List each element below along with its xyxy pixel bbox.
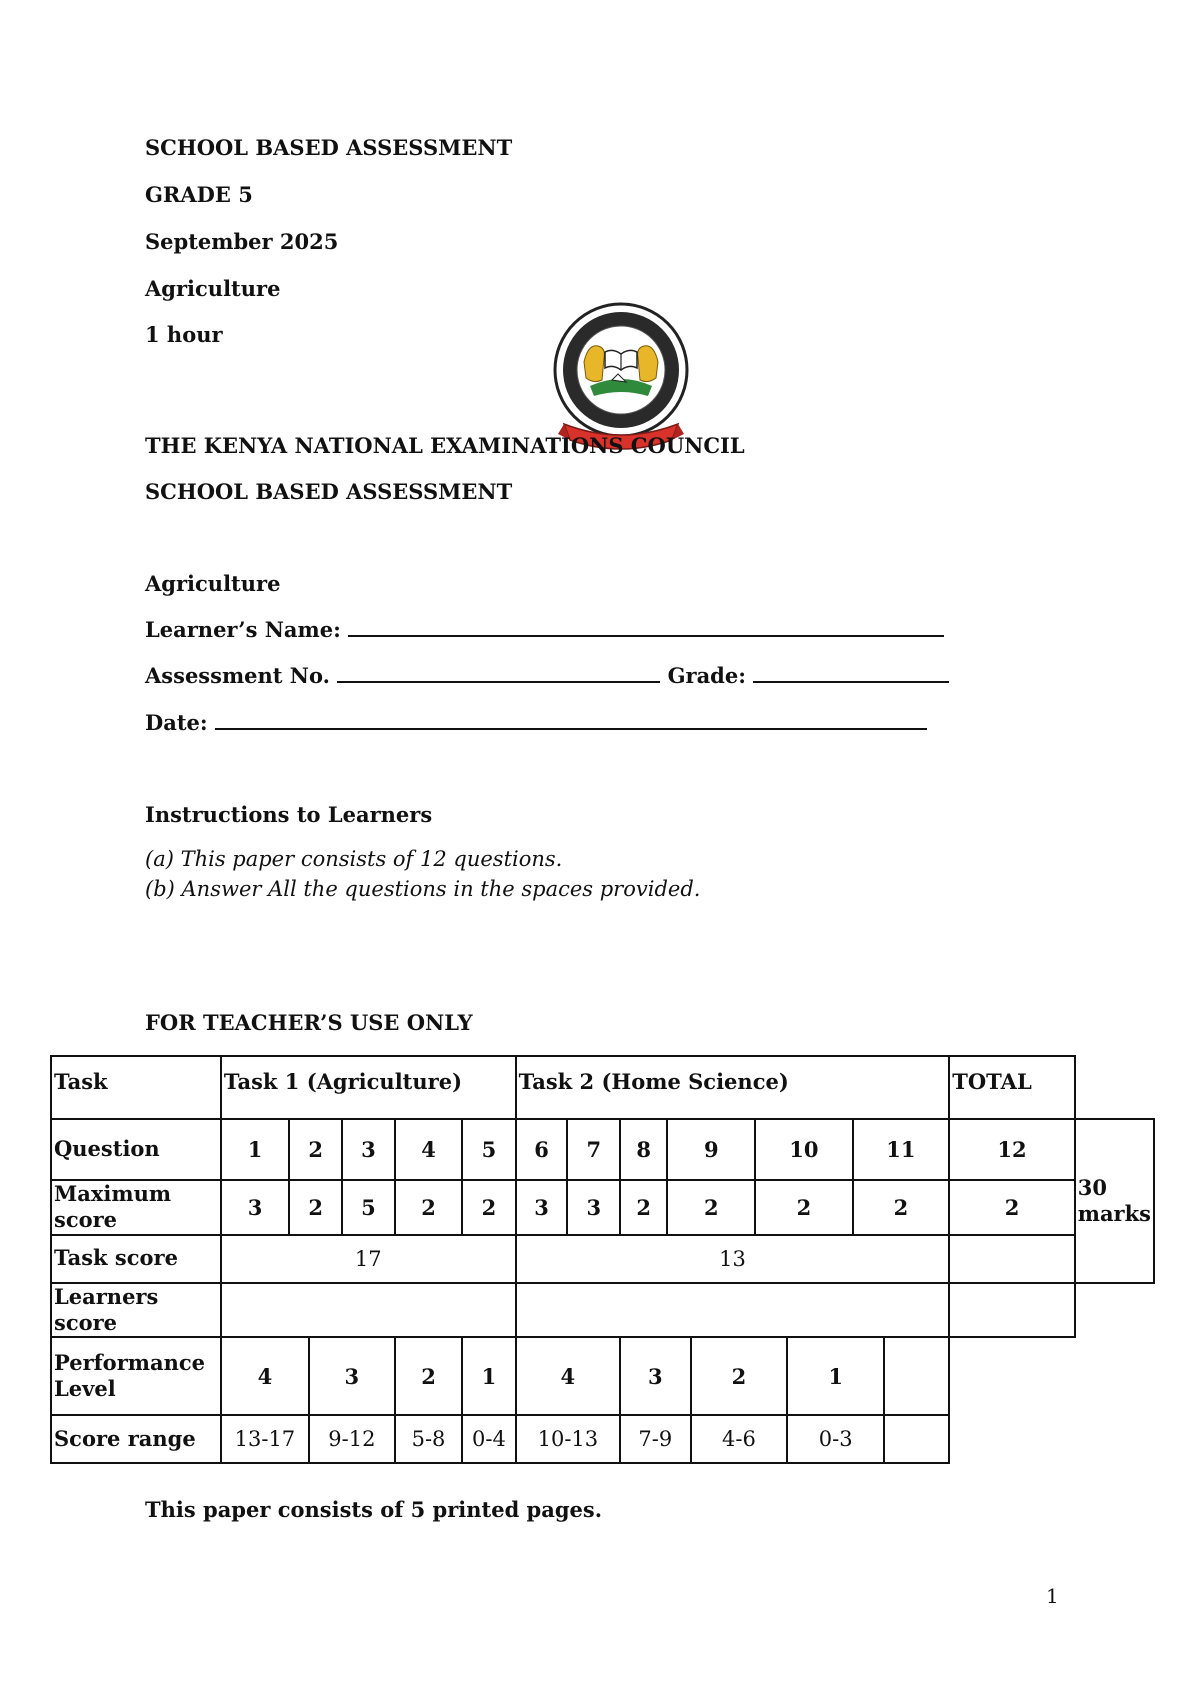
performance-label-cell: Performance Level xyxy=(51,1337,221,1415)
max-score-cell: 2 xyxy=(853,1180,950,1235)
council-subtitle: SCHOOL BASED ASSESSMENT xyxy=(145,479,513,504)
question-cell: 5 xyxy=(462,1119,515,1180)
table-row-task-score xyxy=(51,1235,1154,1283)
council-name: THE KENYA NATIONAL EXAMINATIONS COUNCIL xyxy=(145,433,745,458)
range-cell: 0-4 xyxy=(462,1415,515,1463)
range-cell: 10-13 xyxy=(516,1415,620,1463)
level-cell: 1 xyxy=(462,1337,515,1415)
max-score-cell: 2 xyxy=(395,1180,462,1235)
task-score-label-cell: Task score xyxy=(51,1235,221,1283)
task1-score-cell: 17 xyxy=(221,1235,516,1283)
assessment-no-field[interactable] xyxy=(337,663,660,683)
total-range-field[interactable] xyxy=(884,1415,949,1463)
range-cell: 7-9 xyxy=(620,1415,690,1463)
level-cell: 4 xyxy=(516,1337,620,1415)
level-cell: 4 xyxy=(221,1337,309,1415)
task2-score-cell: 13 xyxy=(516,1235,950,1283)
total-learner-score-field[interactable] xyxy=(949,1283,1074,1338)
level-cell: 3 xyxy=(620,1337,690,1415)
range-label-cell: Score range xyxy=(51,1415,221,1463)
range-cell: 4-6 xyxy=(691,1415,788,1463)
question-cell: 8 xyxy=(620,1119,667,1180)
question-cell: 10 xyxy=(755,1119,852,1180)
level-cell: 3 xyxy=(309,1337,395,1415)
level-cell: 1 xyxy=(787,1337,884,1415)
total-header-cell: TOTAL xyxy=(949,1056,1074,1119)
question-cell: 12 xyxy=(949,1119,1074,1180)
pages-note: This paper consists of 5 printed pages. xyxy=(145,1497,603,1522)
max-score-cell: 3 xyxy=(221,1180,289,1235)
marks-table xyxy=(50,1055,1155,1464)
grade-field[interactable] xyxy=(753,663,949,683)
table-row-score-range xyxy=(51,1415,1154,1463)
question-cell: 7 xyxy=(567,1119,620,1180)
header-grade: GRADE 5 xyxy=(145,182,253,207)
date-row xyxy=(145,710,927,735)
table-row-performance xyxy=(51,1337,1154,1415)
max-score-cell: 2 xyxy=(289,1180,342,1235)
max-score-cell: 2 xyxy=(462,1180,515,1235)
total-level-field[interactable] xyxy=(884,1337,949,1415)
level-cell: 2 xyxy=(691,1337,788,1415)
max-score-cell: 5 xyxy=(342,1180,395,1235)
learner-name-label: Learner’s Name: xyxy=(145,617,341,642)
table-row-task xyxy=(51,1056,1154,1119)
header-date: September 2025 xyxy=(145,229,339,254)
task2-learner-score-field[interactable] xyxy=(516,1283,950,1338)
max-score-label-cell: Maximum score xyxy=(51,1180,221,1235)
max-score-cell: 3 xyxy=(567,1180,620,1235)
range-cell: 13-17 xyxy=(221,1415,309,1463)
range-cell: 9-12 xyxy=(309,1415,395,1463)
task1-header-cell: Task 1 (Agriculture) xyxy=(221,1056,516,1119)
instruction-a: (a) This paper consists of 12 questions. xyxy=(145,847,563,871)
max-score-cell: 2 xyxy=(620,1180,667,1235)
learners-score-label-cell: Learners score xyxy=(51,1283,221,1338)
grade-label: Grade: xyxy=(667,663,746,688)
max-score-cell: 2 xyxy=(949,1180,1074,1235)
table-row-max-score xyxy=(51,1180,1154,1235)
date-field[interactable] xyxy=(215,710,927,730)
page-number: 1 xyxy=(1046,1584,1059,1608)
instructions-heading: Instructions to Learners xyxy=(145,802,433,827)
total-marks-cell: 30 marks xyxy=(1075,1119,1154,1283)
header-subject: Agriculture xyxy=(145,276,281,301)
header-duration: 1 hour xyxy=(145,322,223,347)
learner-name-field[interactable] xyxy=(348,617,944,637)
header-title: SCHOOL BASED ASSESSMENT xyxy=(145,135,513,160)
question-cell: 6 xyxy=(516,1119,568,1180)
task1-learner-score-field[interactable] xyxy=(221,1283,516,1338)
question-cell: 9 xyxy=(667,1119,755,1180)
question-cell: 3 xyxy=(342,1119,395,1180)
range-cell: 0-3 xyxy=(787,1415,884,1463)
question-cell: 1 xyxy=(221,1119,289,1180)
assessment-row xyxy=(145,663,949,688)
max-score-cell: 2 xyxy=(667,1180,755,1235)
level-cell: 2 xyxy=(395,1337,462,1415)
question-cell: 2 xyxy=(289,1119,342,1180)
question-cell: 4 xyxy=(395,1119,462,1180)
max-score-cell: 2 xyxy=(755,1180,852,1235)
date-label: Date: xyxy=(145,710,208,735)
range-cell: 5-8 xyxy=(395,1415,462,1463)
task-header-cell: Task xyxy=(51,1056,221,1119)
teacher-use-heading: FOR TEACHER’S USE ONLY xyxy=(145,1010,473,1035)
question-cell: 11 xyxy=(853,1119,950,1180)
task2-header-cell: Task 2 (Home Science) xyxy=(516,1056,950,1119)
learner-name-row xyxy=(145,617,944,642)
instruction-b: (b) Answer All the questions in the spaces provided. xyxy=(145,877,701,901)
assessment-no-label: Assessment No. xyxy=(145,663,330,688)
question-label-cell: Question xyxy=(51,1119,221,1180)
form-subject: Agriculture xyxy=(145,571,281,596)
max-score-cell: 3 xyxy=(516,1180,568,1235)
table-row-question xyxy=(51,1119,1154,1180)
table-row-learners-score xyxy=(51,1283,1154,1338)
